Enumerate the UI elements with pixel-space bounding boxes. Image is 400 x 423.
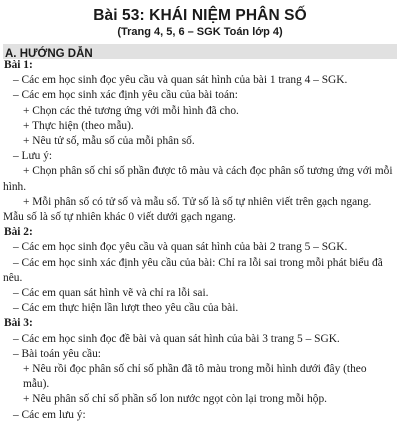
lesson-subtitle: (Trang 4, 5, 6 – SGK Toán lớp 4) xyxy=(117,26,283,38)
exercise-1-line: + Nêu tử số, mẫu số của mỗi phân số. xyxy=(23,135,195,148)
lesson-title: Bài 53: KHÁI NIỆM PHÂN SỐ xyxy=(93,7,307,24)
document-header xyxy=(0,0,400,40)
exercise-2-heading: Bài 2: xyxy=(4,226,33,239)
exercise-1-line: + Chọn các thẻ tương ứng với mỗi hình đã cho. xyxy=(23,104,239,117)
exercise-2-line: – Các em học sinh xác định yêu cầu của bài: Chỉ ra lỗi sai trong mỗi phát biểu đã nêu. xyxy=(3,256,383,284)
section-heading-a xyxy=(3,44,397,59)
exercise-3-line: + Nêu rồi đọc phân số chỉ số phần đã tô màu trong mỗi hình dưới đây (theo mẫu). xyxy=(23,363,367,391)
document-body xyxy=(3,58,395,423)
exercise-1-line: + Chọn phân số chỉ số phần được tô màu và cách đọc phân số tương ứng với mỗi hình. xyxy=(3,165,393,193)
exercise-2-line: – Các em thực hiện lần lượt theo yêu cầu của bài. xyxy=(13,302,239,315)
exercise-3-line: – Các em học sinh đọc đề bài và quan sát hình của bài 3 trang 5 – SGK. xyxy=(13,332,340,345)
exercise-1-line: – Các em học sinh xác định yêu cầu của bài toán: xyxy=(13,89,238,102)
exercise-3-line: – Bài toán yêu cầu: xyxy=(13,347,101,360)
exercise-1-line: – Các em học sinh đọc yêu cầu và quan sát hình của bài 1 trang 4 – SGK. xyxy=(13,74,348,87)
exercise-2-line: – Các em học sinh đọc yêu cầu và quan sát hình của bài 2 trang 5 – SGK. xyxy=(13,241,348,254)
exercise-2-line: – Các em quan sát hình vẽ và chỉ ra lỗi sai. xyxy=(13,287,209,300)
exercise-1-line: + Mỗi phân số có tử số và mẫu số. Tử số là số tự nhiên viết trên gạch ngang. Mẫu số là số tự nhiên khác 0 viết dưới gạch ngang. xyxy=(3,195,372,224)
section-heading-label: A. HƯỚNG DẪN xyxy=(5,48,93,60)
exercise-1-heading: Bài 1: xyxy=(4,59,33,71)
exercise-3-heading: Bài 3: xyxy=(4,317,33,330)
exercise-3-line: + Nêu phân số chỉ số phần số lon nước ngọt còn lại trong mỗi hộp. xyxy=(23,393,327,406)
exercise-1-line: + Thực hiện (theo mẫu). xyxy=(23,119,134,132)
exercise-1-line: – Lưu ý: xyxy=(13,150,53,163)
exercise-3-line: – Các em lưu ý: xyxy=(13,408,86,421)
